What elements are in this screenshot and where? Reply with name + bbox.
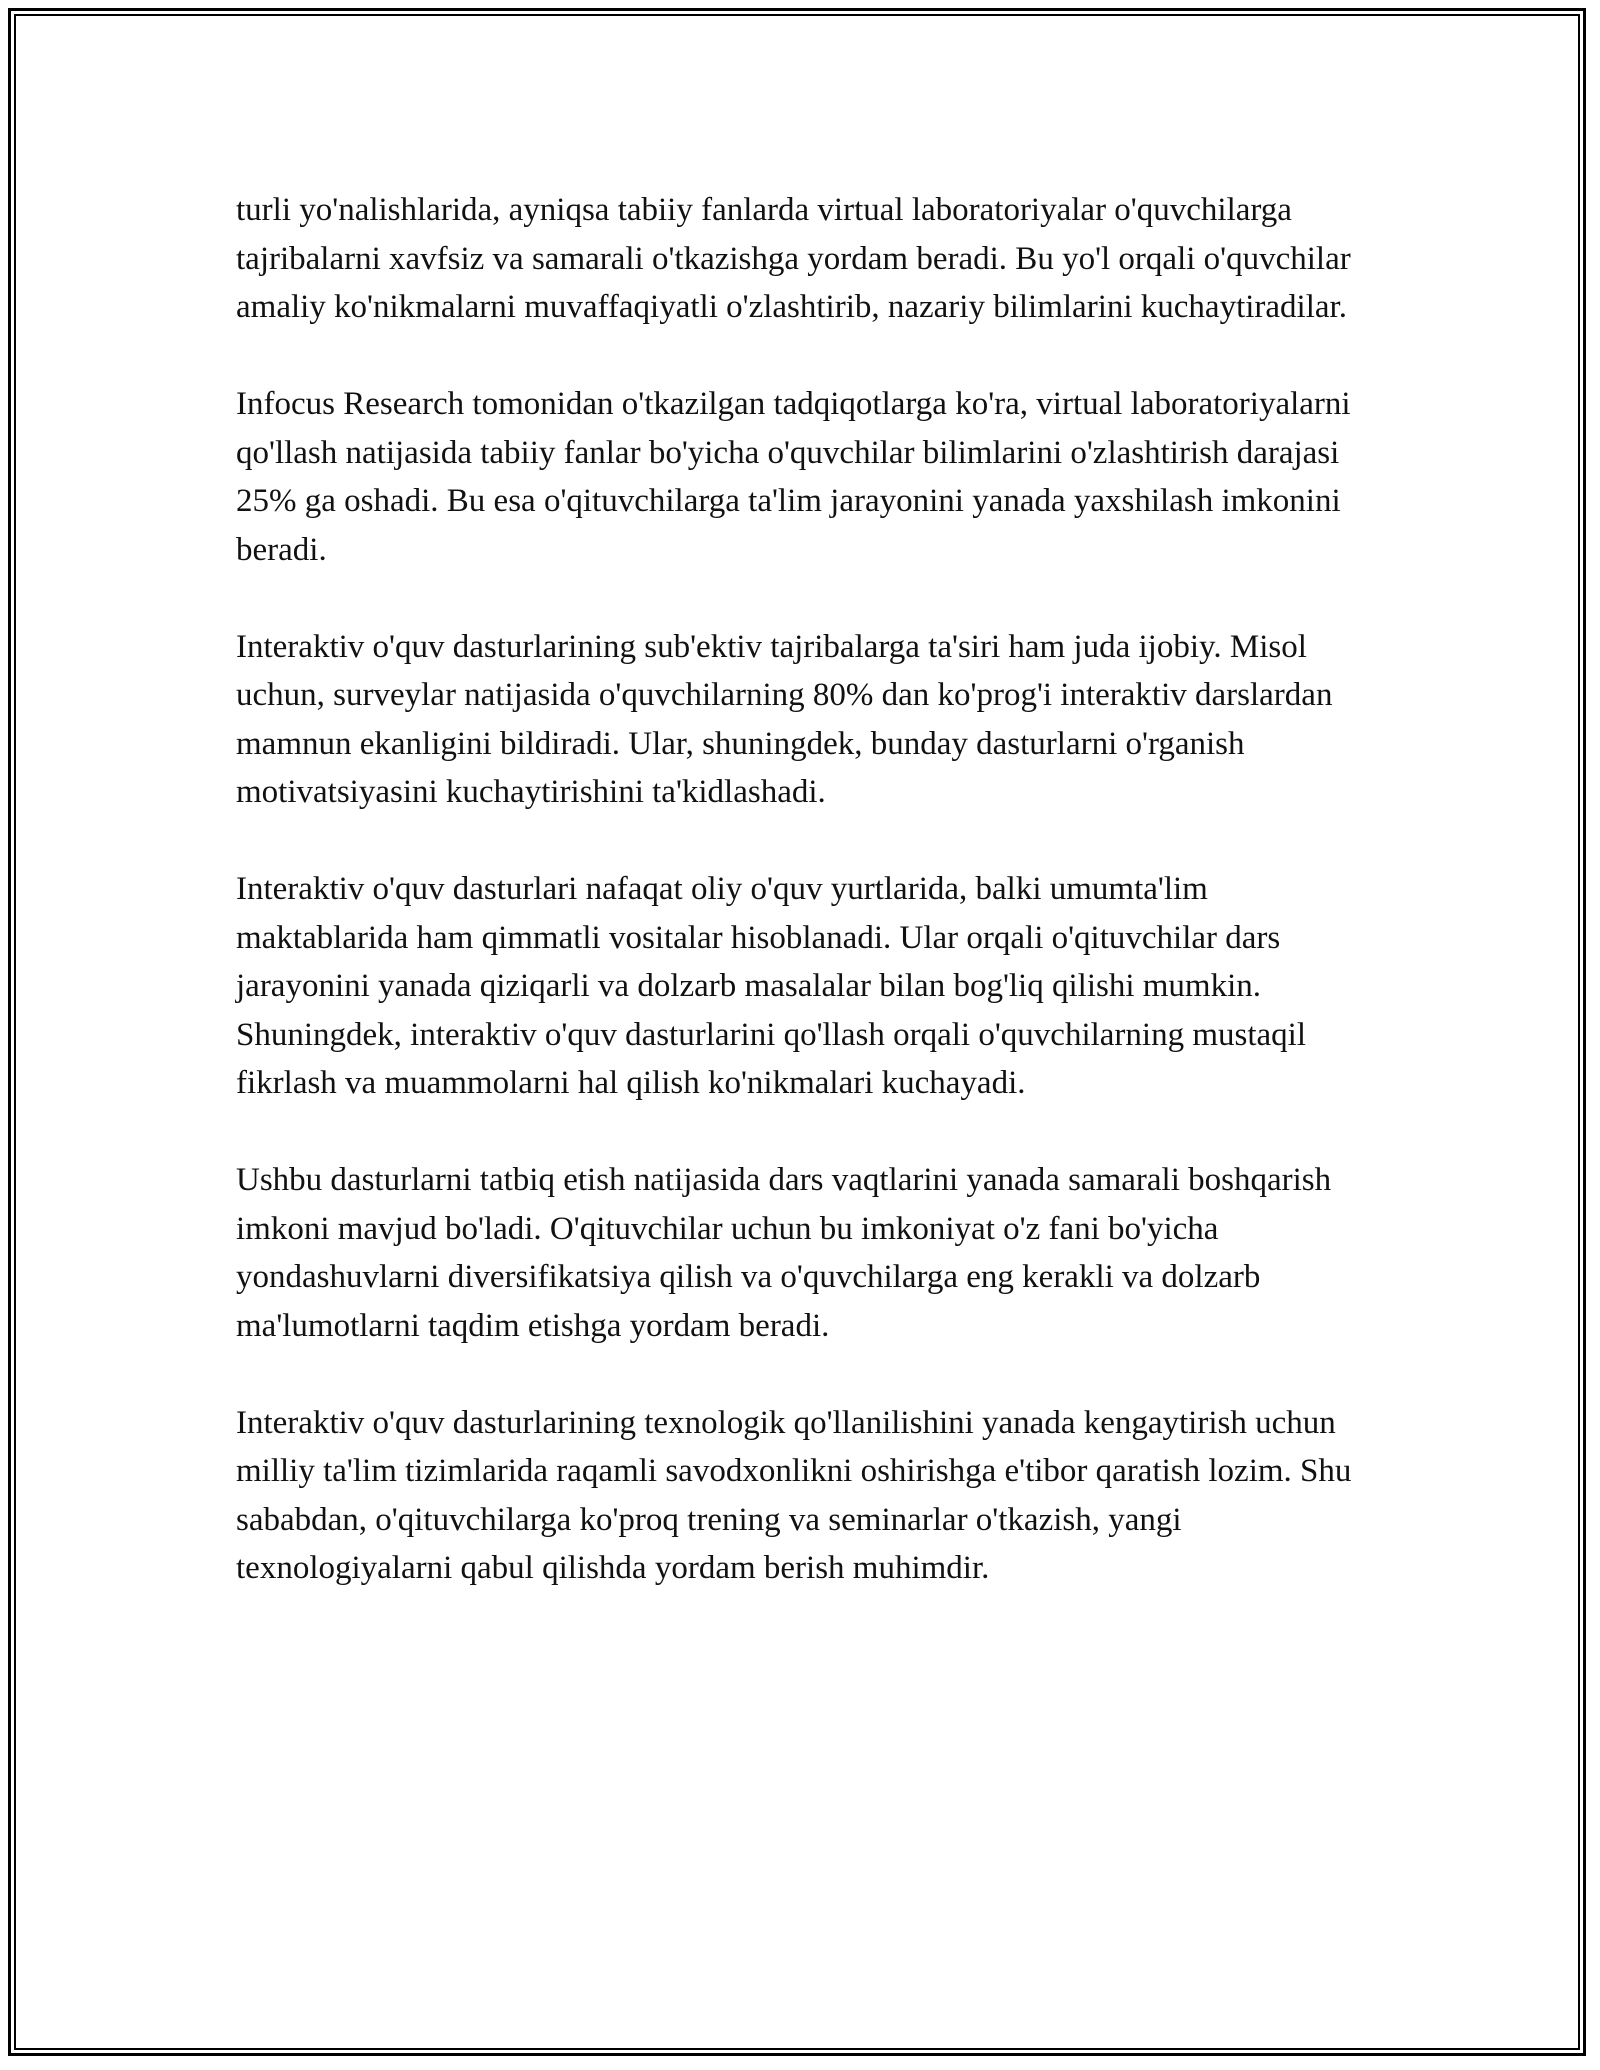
paragraph-virtual-labs: turli yo'nalishlarida, ayniqsa tabiiy fanlarda virtual laboratoriyalar o'quvchilarga tajribalarni xavfsiz va samarali o'tkazishga yordam beradi. Bu yo'l orqali o'quvchilar amaliy ko'nikmalarni muvaffaqiyatli o'zlashtirib, nazariy bilimlarini kuchaytiradilar. xyxy=(236,192,1351,325)
paragraph-infocus-research: Infocus Research tomonidan o'tkazilgan tadqiqotlarga ko'ra, virtual laboratoriyalarni qo'llash natijasida tabiiy fanlar bo'yicha o'quvchilar bilimlarini o'zlashtirish darajasi 25% ga oshadi. Bu esa o'qituvchilarga ta'lim jarayonini yanada yaxshilash imkonini beradi. xyxy=(236,386,1351,568)
paragraph-lesson-time: Ushbu dasturlarni tatbiq etish natijasida dars vaqtlarini yanada samarali boshqarish imkoni mavjud bo'ladi. O'qituvchilar uchun bu imkoniyat o'z fani bo'yicha yondashuvlarni diversifikatsiya qilish va o'quvchilarga eng kerakli va dolzarb ma'lumotlarni taqdim etishga yordam beradi. xyxy=(236,1162,1332,1344)
paragraph-digital-literacy: Interaktiv o'quv dasturlarining texnologik qo'llanilishini yanada kengaytirish uchun milliy ta'lim tizimlarida raqamli savodxonlikni oshirishga e'tibor qaratish lozim. Shu sababdan, o'qituvchilarga ko'proq trening va seminarlar o'tkazish, yangi texnologiyalarni qabul qilishda yordam berish muhimdir. xyxy=(236,1404,1352,1586)
paragraph-subjective-experience: Interaktiv o'quv dasturlarining sub'ektiv tajribalarga ta'siri ham juda ijobiy. Misol uchun, surveylar natijasida o'quvchilarning 80% dan ko'prog'i interaktiv darslardan mamnun ekanligini bildiradi. Ular, shuningdek, bunday dasturlarni o'rganish motivatsiyasini kuchaytirishini ta'kidlashadi. xyxy=(236,628,1333,810)
document-body xyxy=(236,186,1376,1641)
paragraph-schools-value: Interaktiv o'quv dasturlari nafaqat oliy o'quv yurtlarida, balki umumta'lim maktablarida ham qimmatli vositalar hisoblanadi. Ular orqali o'qituvchilar dars jarayonini yanada qiziqarli va dolzarb masalalar bilan bog'liq qilishi mumkin. Shuningdek, interaktiv o'quv dasturlarini qo'llash orqali o'quvchilarning mustaqil fikrlash va muammolarni hal qilish ko'nikmalari kuchayadi. xyxy=(236,871,1307,1101)
